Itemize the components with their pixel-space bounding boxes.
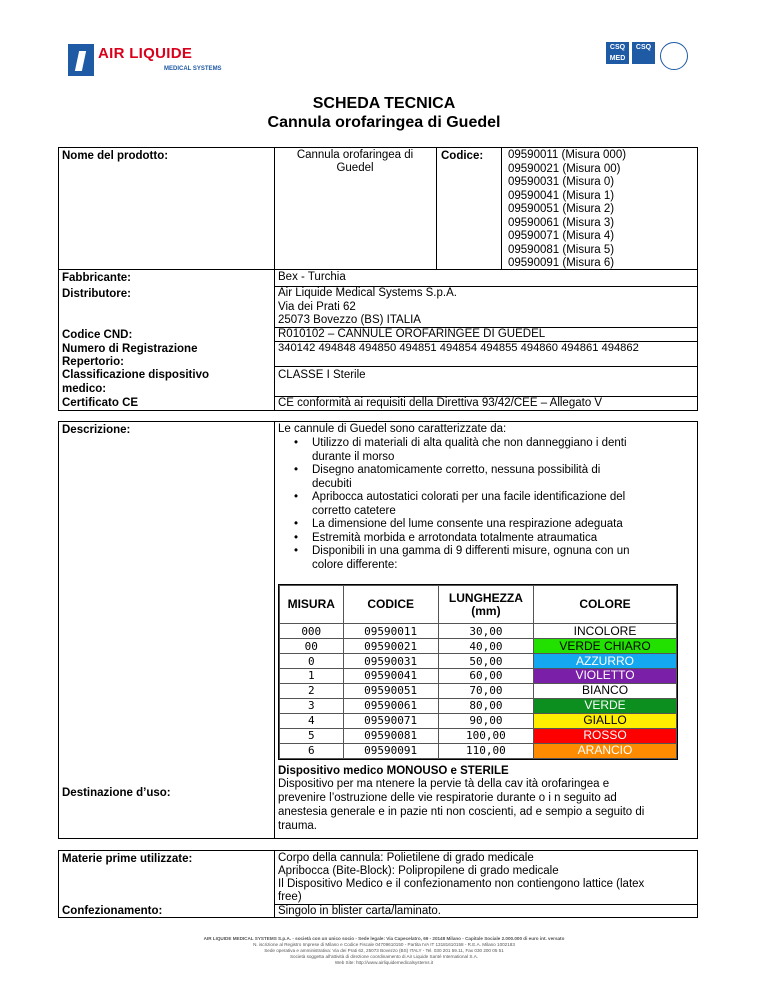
table-border	[58, 850, 698, 851]
footer-line: Web Site: http://www.airliquidemedicalsystems.it	[334, 960, 434, 965]
table-border	[58, 850, 59, 918]
size-lunghezza-cell: 80,00	[438, 698, 533, 713]
size-misura-cell: 5	[280, 728, 344, 743]
table-border	[274, 850, 275, 918]
csq-med-logo: CSQ MED	[606, 42, 629, 64]
header-lunghezza: LUNGHEZZA (mm)	[438, 586, 533, 624]
table-border	[58, 421, 59, 839]
page-title: SCHEDA TECNICA	[312, 95, 456, 112]
footer-line: Sede operativa e amministrativa: Via dei Prati 62, 25073 Bovezzo (BS) ITALY - Tel. 030 201 59.11, Fax 030 200 05 51	[264, 948, 504, 953]
footer-line: Società soggetta all'attività di direzione coordinamento di Air Liquide Santé International S.A.	[289, 954, 479, 959]
size-colore-cell: ROSSO	[534, 728, 677, 743]
size-codice-cell: 09590061	[343, 698, 438, 713]
size-misura-cell: 0	[280, 654, 344, 669]
iqnet-logo	[660, 42, 688, 70]
table-border	[58, 147, 59, 411]
label-classificazione-1: Classificazione dispositivo	[62, 369, 209, 381]
size-lunghezza-cell: 50,00	[438, 654, 533, 669]
header-misura: MISURA	[280, 586, 344, 624]
codice-item: 09590061 (Misura 3)	[508, 216, 615, 229]
size-table-row	[280, 698, 677, 713]
value-fabbricante: Bex - Turchia	[278, 271, 346, 283]
codice-item: 09590081 (Misura 5)	[508, 243, 615, 256]
label-codice-cnd: Codice CND:	[62, 329, 133, 341]
value-distributore-2: Via dei Prati 62	[278, 300, 356, 313]
value-registrazione: 340142 494848 494850 494851 494854 494855 494860 494861 494862	[278, 342, 639, 354]
materie-line: Corpo della cannula: Polietilene di grado medicale	[278, 852, 534, 864]
label-repertorio: Repertorio:	[62, 356, 124, 368]
table-border	[436, 147, 437, 269]
bullet-item: • Disegno anatomicamente corretto, nessuna possibilità di decubiti	[278, 464, 696, 491]
bullet-item: • La dimensione del lume consente una respirazione adeguata	[278, 518, 696, 532]
size-misura-cell: 000	[280, 624, 344, 639]
size-colore-cell: VIOLETTO	[534, 669, 677, 684]
size-table-row	[280, 669, 677, 684]
materie-line: Il Dispositivo Medico e il confezionamento non contiengono lattice (latex	[278, 878, 645, 890]
size-codice-cell: 09590081	[343, 728, 438, 743]
table-border	[58, 838, 698, 839]
brand-name: AIR LIQUIDE	[98, 45, 193, 62]
size-lunghezza-cell: 110,00	[438, 743, 533, 758]
size-lunghezza-cell: 40,00	[438, 639, 533, 654]
size-colore-cell: ARANCIO	[534, 743, 677, 758]
page-subtitle: Cannula orofaringea di Guedel	[267, 114, 501, 131]
codice-item: 09590021 (Misura 00)	[508, 162, 621, 175]
codice-item: 09590091 (Misura 6)	[508, 257, 615, 269]
destinazione-title: Dispositivo medico MONOUSO e STERILE	[278, 765, 509, 777]
size-lunghezza-cell: 70,00	[438, 683, 533, 698]
size-misura-cell: 4	[280, 713, 344, 728]
destinazione-line: trauma.	[278, 820, 317, 832]
size-codice-cell: 09590071	[343, 713, 438, 728]
bullet-item: • Estremità morbida e arrotondata totalmente atraumatica	[278, 532, 696, 546]
table-border	[501, 147, 502, 269]
size-lunghezza-cell: 100,00	[438, 728, 533, 743]
size-lunghezza-cell: 30,00	[438, 624, 533, 639]
descrizione-intro: Le cannule di Guedel sono caratterizzate da:	[278, 423, 507, 435]
value-distributore-3: 25073 Bovezzo (BS) ITALIA	[278, 314, 421, 326]
size-table-row	[280, 639, 677, 654]
csq-logo: CSQ	[632, 42, 655, 64]
descrizione-bullet-list	[278, 437, 696, 572]
table-border	[274, 366, 698, 367]
materie-line: free)	[278, 891, 302, 903]
size-table-row	[280, 713, 677, 728]
size-colore-cell: GIALLO	[534, 713, 677, 728]
bullet-item: • Utilizzo di materiali di alta qualità che non danneggiano i denti durante il morso	[278, 437, 696, 464]
label-distributore: Distributore:	[62, 288, 131, 300]
value-certificato-ce: CE conformità ai requisiti della Direttiva 93/42/CEE – Allegato V	[278, 397, 603, 409]
label-descrizione: Descrizione:	[62, 424, 131, 436]
size-codice-cell: 09590021	[343, 639, 438, 654]
codice-item: 09590071 (Misura 4)	[508, 230, 615, 242]
label-destinazione: Destinazione d’uso:	[62, 787, 171, 799]
size-table-row	[280, 654, 677, 669]
value-codice-cnd: R010102 – CANNULE OROFARINGEE DI GUEDEL	[278, 328, 546, 340]
label-confezionamento: Confezionamento:	[62, 905, 163, 917]
value-nome-prodotto-2: Guedel	[336, 162, 374, 174]
size-colore-cell: BIANCO	[534, 683, 677, 698]
size-table-header	[280, 586, 677, 624]
size-lunghezza-cell: 90,00	[438, 713, 533, 728]
header-codice: CODICE	[343, 586, 438, 624]
label-registrazione: Numero di Registrazione	[62, 343, 198, 355]
size-misura-cell: 00	[280, 639, 344, 654]
table-border	[58, 421, 698, 422]
brand-subtitle: MEDICAL SYSTEMS	[164, 66, 222, 72]
label-materie-prime: Materie prime utilizzate:	[62, 853, 193, 865]
header-colore: COLORE	[534, 586, 677, 624]
codice-item: 09590031 (Misura 0)	[508, 176, 615, 188]
codice-item: 09590041 (Misura 1)	[508, 189, 615, 202]
codice-item: 09590011 (Misura 000)	[508, 149, 627, 161]
table-border	[58, 147, 698, 148]
bullet-item: • Apribocca autostatici colorati per una facile identificazione del corretto catetere	[278, 491, 696, 518]
label-fabbricante: Fabbricante:	[62, 272, 132, 284]
destinazione-line: prevenire l’ostruzione delle vie respiratorie durante o i n seguito ad	[278, 792, 617, 804]
footer-line: N. iscrizione al Registro Imprese di Milano e Codice Fiscale 04709610150 - Partita IVA IT 13181610158 - R.E.A. Milano 1002183	[253, 942, 515, 947]
size-misura-cell: 3	[280, 698, 344, 713]
size-table-row	[280, 683, 677, 698]
size-codice-cell: 09590031	[343, 654, 438, 669]
codice-item: 09590051 (Misura 2)	[508, 203, 615, 215]
size-codice-cell: 09590011	[343, 624, 438, 639]
table-border	[697, 421, 698, 839]
label-certificato-ce: Certificato CE	[62, 397, 139, 409]
label-nome-prodotto: Nome del prodotto:	[62, 150, 169, 162]
value-confezionamento: Singolo in blister carta/laminato.	[278, 905, 441, 917]
size-codice-cell: 09590091	[343, 743, 438, 758]
table-border	[274, 147, 275, 411]
size-codice-cell: 09590051	[343, 683, 438, 698]
size-misura-cell: 6	[280, 743, 344, 758]
size-table-row	[280, 728, 677, 743]
size-misura-cell: 2	[280, 683, 344, 698]
size-colore-cell: AZZURRO	[534, 654, 677, 669]
materie-line: Apribocca (Bite-Block): Polipropilene di grado medicale	[278, 865, 559, 877]
value-distributore-1: Air Liquide Medical Systems S.p.A.	[278, 287, 457, 299]
destinazione-line: anestesia generale e in pazie nti non coscienti, ad e sempio a seguito di	[278, 806, 645, 818]
certification-logos	[606, 42, 700, 76]
value-classificazione: CLASSE I Sterile	[278, 369, 366, 381]
size-lunghezza-cell: 60,00	[438, 669, 533, 684]
bullet-item: • Disponibili in una gamma di 9 differenti misure, ognuna con un colore differente:	[278, 545, 696, 572]
value-nome-prodotto-1: Cannula orofaringea di	[296, 149, 414, 161]
air-liquide-logo	[68, 44, 222, 78]
size-colore-cell: VERDE CHIARO	[534, 639, 677, 654]
table-border	[697, 147, 698, 411]
air-liquide-logo-mark	[68, 44, 94, 76]
size-table	[278, 584, 678, 760]
size-codice-cell: 09590041	[343, 669, 438, 684]
table-border	[697, 850, 698, 918]
size-misura-cell: 1	[280, 669, 344, 684]
table-border	[274, 421, 275, 839]
size-table-row	[280, 743, 677, 758]
destinazione-line: Dispositivo per ma ntenere la pervie tà della cav ità orofaringea e	[278, 778, 610, 790]
footer-line: AIR LIQUIDE MEDICAL SYSTEMS S.p.A. - società con un unico socio - Sede legale: Via Capecelatro, 69 - 20148 Milano - Capitale Sociale 2.000.000 di euro int. versato	[203, 936, 565, 941]
size-colore-cell: VERDE	[534, 698, 677, 713]
label-classificazione-2: medico:	[62, 383, 107, 395]
size-table-row	[280, 624, 677, 639]
label-codice: Codice:	[441, 150, 484, 162]
size-colore-cell: INCOLORE	[534, 624, 677, 639]
